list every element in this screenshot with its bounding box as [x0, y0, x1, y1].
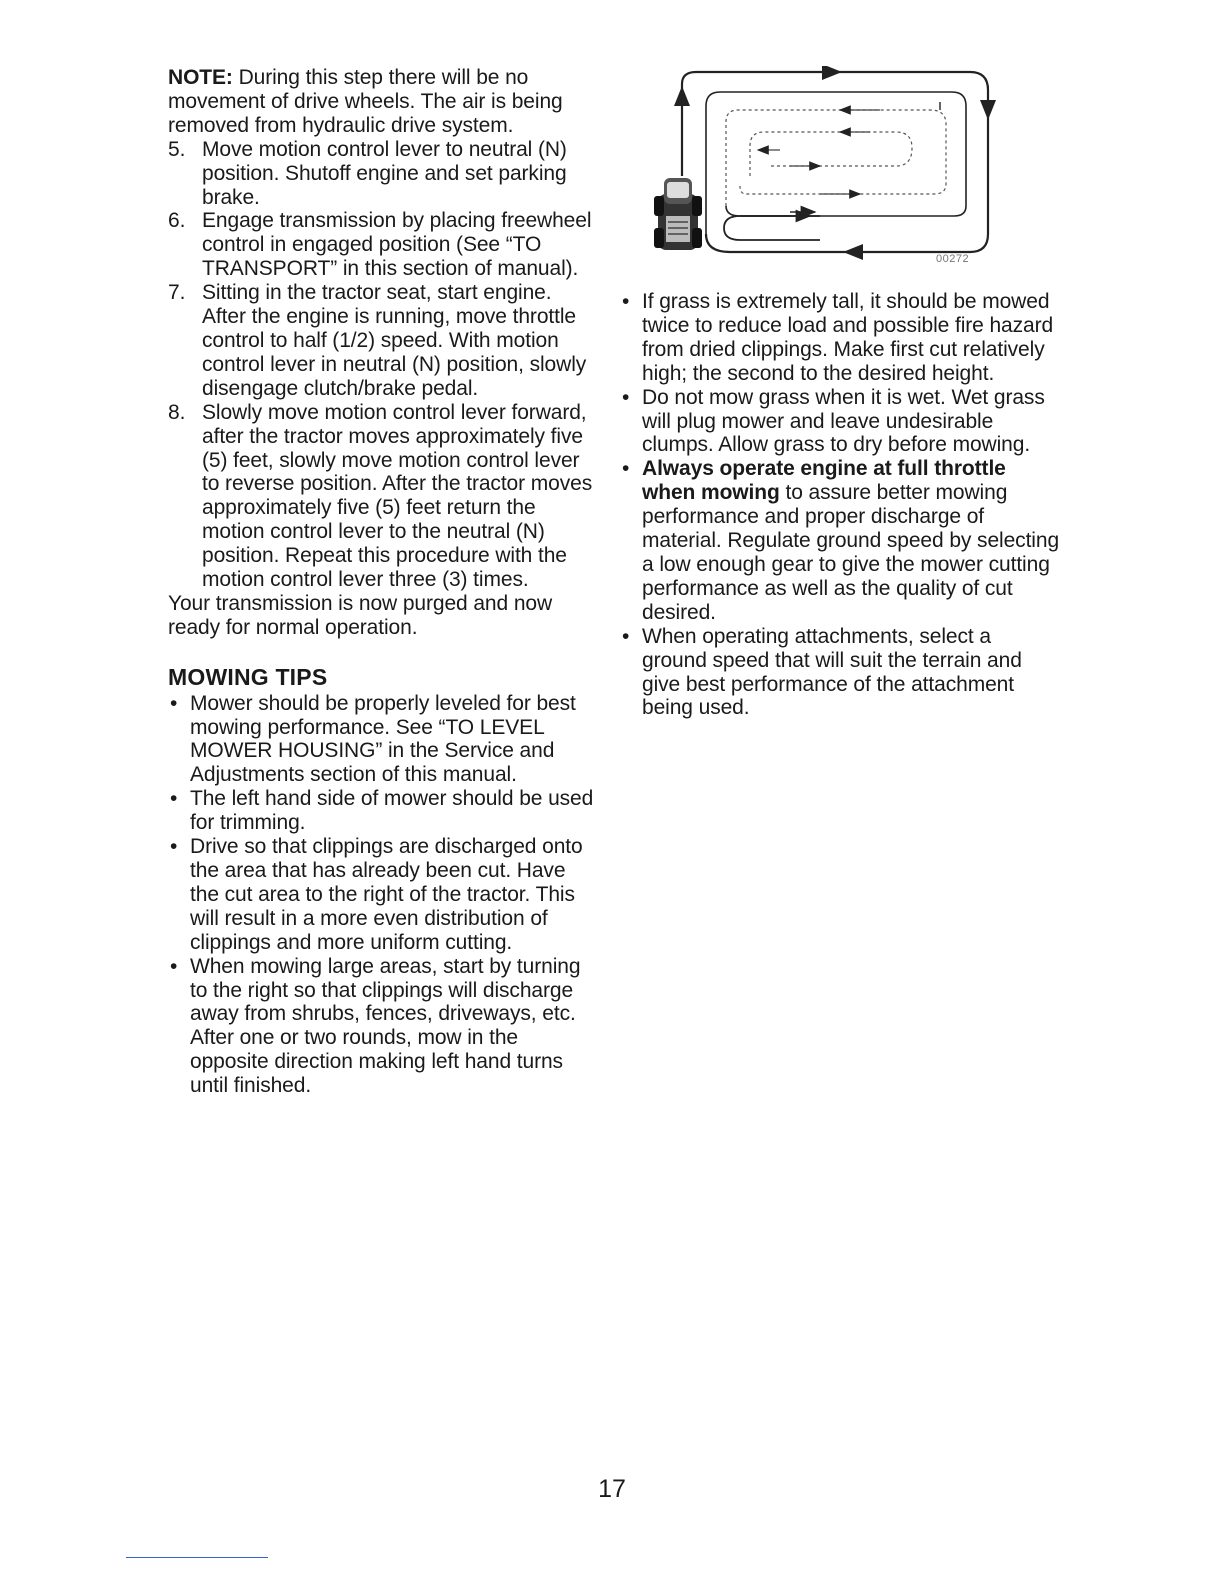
step-text: Slowly move motion control lever forward, after the tractor moves approximately five (5) feet, slowly move motion control lever to reverse position. After the tractor moves approximately five (5) feet return the motion control lever to the neutral (N) position. Repeat this procedure with the motion control lever three (3) times. [202, 400, 593, 592]
footer-rule [126, 1557, 268, 1558]
figure-code: 00272 [936, 253, 970, 265]
tip-item: • Drive so that clippings are discharged onto the area that has already been cut. Have the cut area to the right of the tractor. This will result in a more even distribution of clippings and more uniform cutting. [168, 835, 598, 955]
tip-item: • Mower should be properly leveled for best mowing performance. See “TO LEVEL MOWER HOUSING” in the Service and Adjustments section of this manual. [168, 692, 598, 788]
page-number: 17 [598, 1475, 626, 1503]
tip-item [620, 457, 1060, 624]
left-column [168, 66, 598, 1098]
step-text: Sitting in the tractor seat, start engine. After the engine is running, move throttle control to half (1/2) speed. With motion control lever in neutral (N) position, slowly disengage clutch/brake pedal. [202, 281, 587, 400]
tip-text: to assure better mowing performance and proper discharge of material. Regulate ground speed by selecting a low enough gear to give the mower cutting performance as well as the quality of cut desired. [642, 481, 1060, 624]
tip-item: • When mowing large areas, start by turning to the right so that clippings will discharge away from shrubs, fences, driveways, etc. After one or two rounds, mow in the opposite direction making left hand turns until finished. [168, 955, 598, 1098]
right-column [620, 290, 1060, 720]
note-text: During this step there will be no movement of drive wheels. The air is being removed from hydraulic drive system. [168, 66, 563, 137]
right-tips-list [620, 290, 1060, 720]
step-number: 5. [168, 137, 186, 161]
step-item [168, 209, 598, 281]
tip-item: • If grass is extremely tall, it should be mowed twice to reduce load and possible fire hazard from dried clippings. Make first cut relatively high; the second to the desired height. [620, 290, 1060, 386]
step-number: 6. [168, 209, 186, 233]
mowing-pattern-figure [640, 66, 1000, 276]
step-number: 7. [168, 281, 186, 305]
closing-paragraph: Your transmission is now purged and now ready for normal operation. [168, 591, 553, 639]
mowing-tips-heading: MOWING TIPS [168, 663, 328, 690]
mowing-pattern-diagram-icon [640, 66, 1000, 276]
step-text: Move motion control lever to neutral (N) position. Shutoff engine and set parking brake. [202, 137, 567, 209]
tip-item: • The left hand side of mower should be used for trimming. [168, 787, 598, 835]
note-paragraph [168, 66, 598, 138]
step-number: 8. [168, 400, 186, 424]
purge-steps-list [168, 138, 598, 592]
mowing-tips-list [168, 692, 598, 1098]
step-text: Engage transmission by placing freewheel control in engaged position (See “TO TRANSPORT” in this section of manual). [202, 209, 592, 281]
step-item [168, 401, 598, 592]
tip-bold-text: Always operate engine at full throttle when mowing [642, 457, 1006, 505]
step-item [168, 281, 598, 401]
tip-item: • Do not mow grass when it is wet. Wet grass will plug mower and leave undesirable clumps. Allow grass to dry before mowing. [620, 386, 1060, 458]
step-item [168, 138, 598, 210]
tip-item: • When operating attachments, select a ground speed that will suit the terrain and give best performance of the attachment being used. [620, 625, 1060, 721]
note-label: NOTE: [168, 66, 233, 89]
